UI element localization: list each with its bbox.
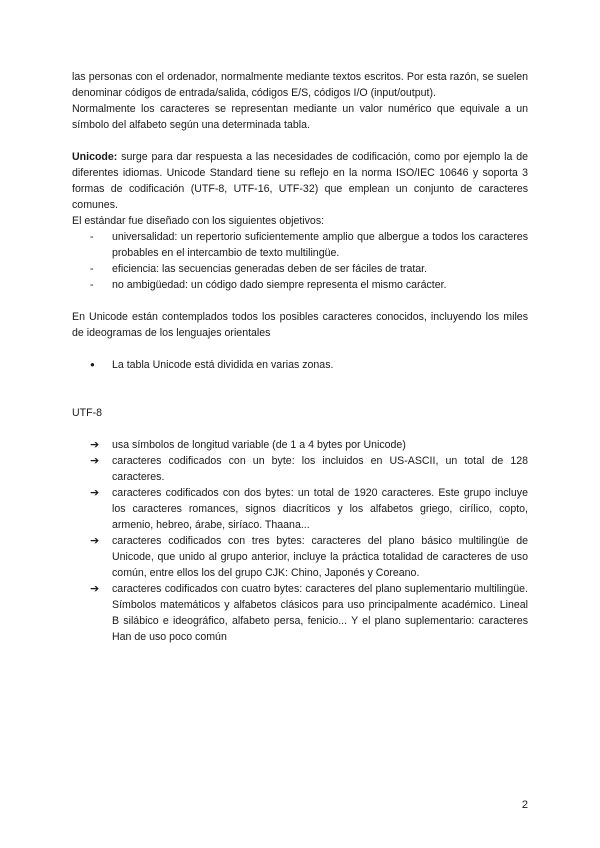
bullet-icon: ● — [90, 360, 95, 369]
unicode-definition — [72, 149, 528, 213]
objectives-list — [72, 229, 528, 293]
bullet-list — [72, 357, 528, 373]
utf8-item-text: caracteres codificados con dos bytes: un total de 1920 caracteres. Este grupo incluye los caracteres romances, signos diacríticos y los alfabetos griego, cirílico, copto, armenio, hebreo, árabe, siríaco. Thaana... — [112, 487, 528, 531]
list-item — [90, 453, 528, 485]
utf8-heading: UTF-8 — [72, 407, 103, 419]
arrow-icon: ➔ — [90, 534, 100, 547]
list-item: - no ambigüedad: un código dado siempre representa el mismo carácter. — [112, 277, 528, 293]
objectives-intro: El estándar fue diseñado con los siguientes objetivos: — [72, 215, 325, 227]
list-item — [90, 437, 528, 453]
bullet-text: La tabla Unicode está dividida en varias zonas. — [112, 359, 334, 371]
unicode-definition-text: surge para dar respuesta a las necesidades de codificación, como por ejemplo la de diferentes idiomas. Unicode Standard tiene su reflejo en la norma ISO/IEC 10646 y soporta 3 formas de codificación (UTF-8, UTF-16, UTF-32) que emplean un conjunto de caracteres comunes. — [72, 151, 528, 211]
utf8-item-text: usa símbolos de longitud variable (de 1 a 4 bytes por Unicode) — [112, 439, 406, 451]
list-item — [90, 357, 528, 373]
list-item: - universalidad: un repertorio suficientemente amplio que albergue a todos los caracteres probables en el intercambio de texto multilingüe. — [112, 229, 528, 261]
arrow-icon: ➔ — [90, 486, 100, 499]
utf8-item-text: caracteres codificados con cuatro bytes: caracteres del plano suplementario multilingüe. Símbolos matemáticos y alfabetos clásicos para uso principalmente académico. Lineal B silábico e ideográfico, alfabeto persa, fenicio... Y el plano suplementario: caracteres Han de uso poco común — [112, 583, 528, 643]
intro-paragraph-1: las personas con el ordenador, normalmente mediante textos escritos. Por esta razón, se suelen denominar códigos de entrada/salida, códigos E/S, códigos I/O (input/output). — [72, 71, 528, 99]
document-page — [72, 69, 528, 645]
list-item — [90, 581, 528, 645]
utf8-item-text: caracteres codificados con un byte: los incluidos en US-ASCII, un total de 128 caracteres. — [112, 455, 528, 483]
arrow-icon: ➔ — [90, 582, 100, 595]
arrow-icon: ➔ — [90, 454, 100, 467]
list-item — [90, 485, 528, 533]
page-number: 2 — [521, 799, 528, 811]
utf8-item-text: caracteres codificados con tres bytes: caracteres del plano básico multilingüe de Unicode, que unido al grupo anterior, incluye la práctica totalidad de caracteres de uso común, entre ellos los del grupo CJK: Chino, Japonés y Coreano. — [112, 535, 528, 579]
list-item: - eficiencia: las secuencias generadas deben de ser fáciles de tratar. — [112, 261, 528, 277]
utf8-list — [72, 437, 528, 645]
unicode-term: Unicode: — [72, 151, 118, 163]
list-item — [90, 533, 528, 581]
arrow-icon: ➔ — [90, 438, 100, 451]
intro-paragraph-2: Normalmente los caracteres se representan mediante un valor numérico que equivale a un símbolo del alfabeto según una determinada tabla. — [72, 103, 528, 131]
unicode-contemplated-paragraph: En Unicode están contemplados todos los posibles caracteres conocidos, incluyendo los miles de ideogramas de los lenguajes orientales — [72, 311, 528, 339]
